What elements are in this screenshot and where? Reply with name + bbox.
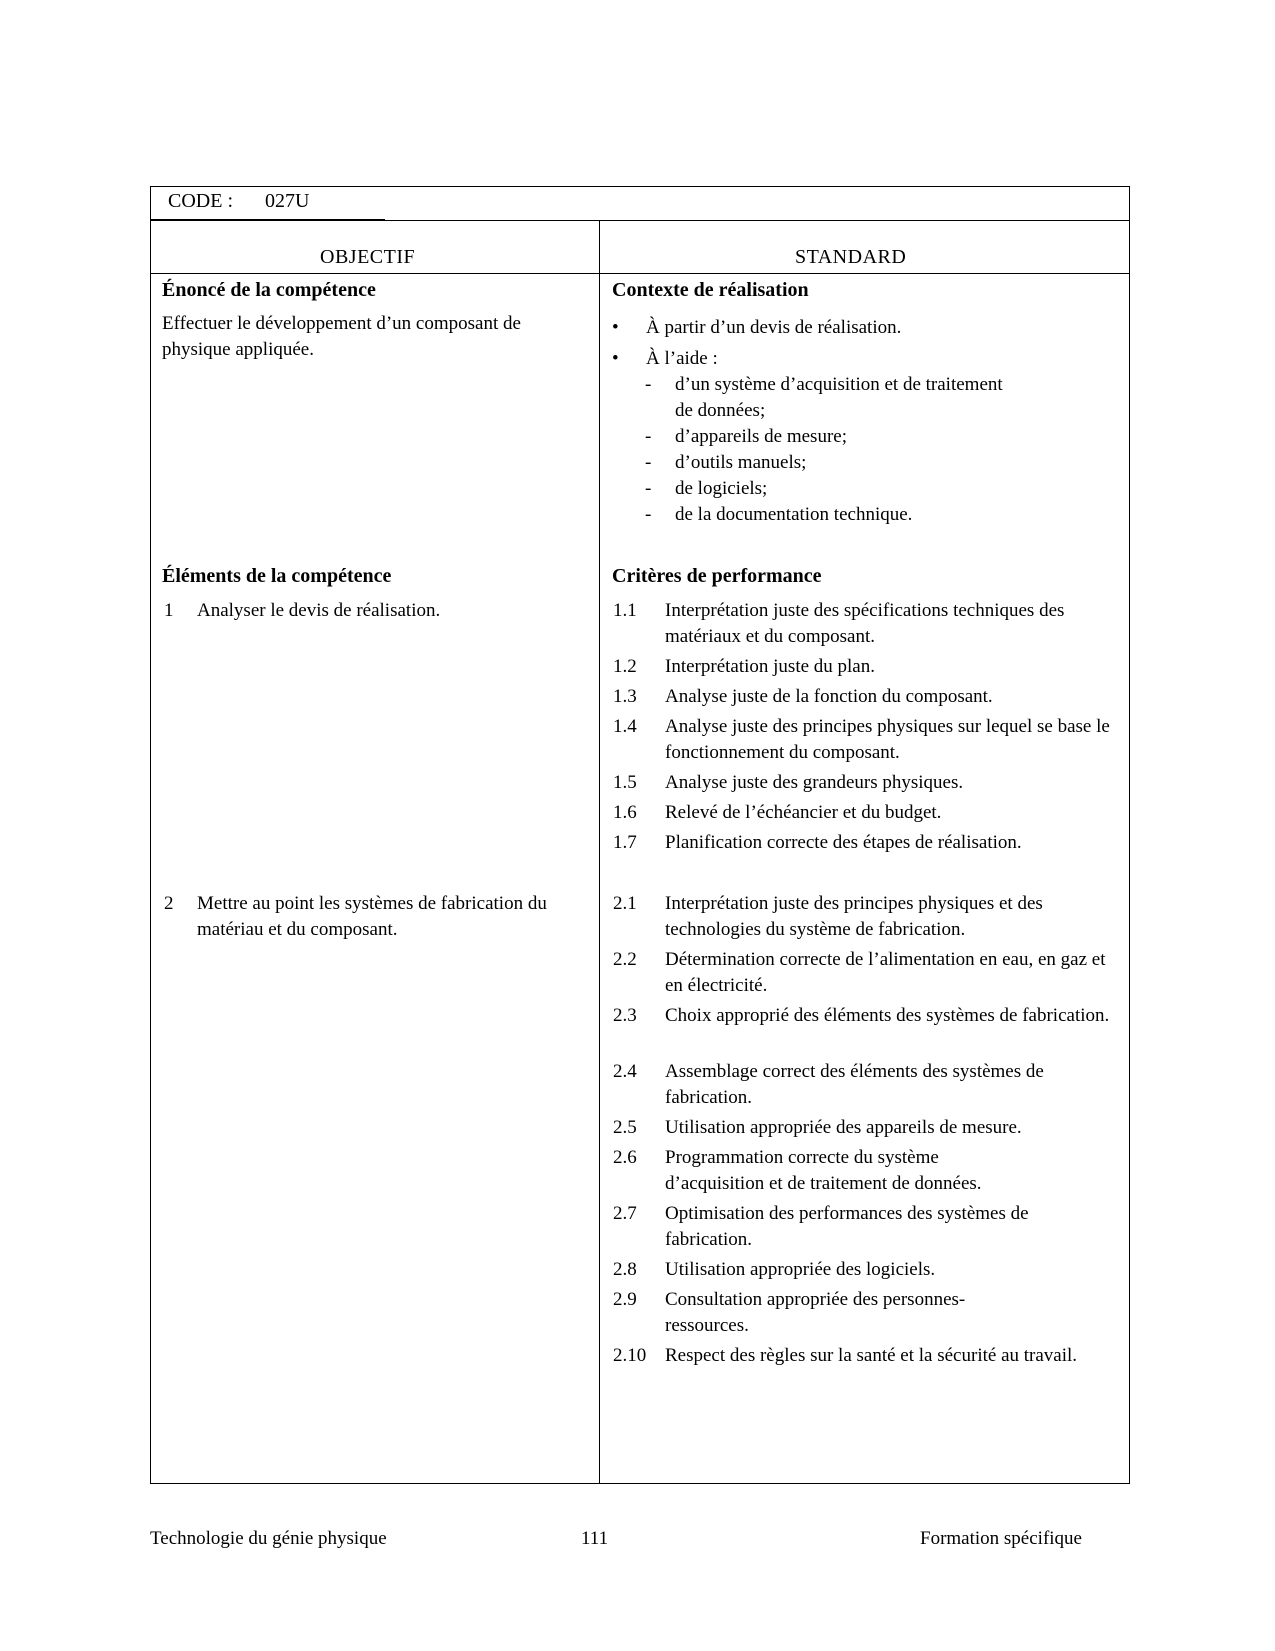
- bullet-mark: •: [612, 348, 619, 369]
- criterion-number: 1.2: [613, 656, 637, 677]
- dash-mark: -: [645, 478, 652, 499]
- element-text: Mettre au point les systèmes de fabrication du matériau et du composant.: [197, 893, 547, 940]
- criterion-text: Optimisation des performances des systèmes de fabrication.: [665, 1203, 1029, 1250]
- code-value: 027U: [265, 190, 310, 212]
- footer-section-name: Formation spécifique: [920, 1528, 1082, 1549]
- criterion-text: Utilisation appropriée des appareils de mesure.: [665, 1117, 1022, 1138]
- element-number: 2: [164, 893, 174, 914]
- criterion-number: 2.9: [613, 1289, 637, 1310]
- criterion-number: 2.2: [613, 949, 637, 970]
- criterion-number: 2.4: [613, 1061, 637, 1082]
- criterion-number: 2.7: [613, 1203, 637, 1224]
- criterion-number: 1.3: [613, 686, 637, 707]
- context-title: Contexte de réalisation: [612, 279, 809, 301]
- elements-title: Éléments de la compétence: [162, 565, 392, 587]
- criterion-text: Assemblage correct des éléments des systèmes de fabrication.: [665, 1061, 1044, 1108]
- criterion-text: Utilisation appropriée des logiciels.: [665, 1259, 936, 1280]
- dash-mark: -: [645, 374, 652, 395]
- criteria-title: Critères de performance: [612, 565, 822, 587]
- code-label: CODE :: [168, 190, 233, 212]
- bullet-mark: •: [612, 317, 619, 338]
- criterion-text: Interprétation juste du plan.: [665, 656, 875, 677]
- criterion-number: 2.6: [613, 1147, 637, 1168]
- code-line: [168, 190, 309, 213]
- element-number: 1: [164, 600, 174, 621]
- statement-text: Effectuer le développement d’un composant de physique appliquée.: [162, 313, 521, 360]
- dash-mark: -: [645, 452, 652, 473]
- criterion-text: Analyse juste des grandeurs physiques.: [665, 772, 964, 793]
- criterion-number: 2.1: [613, 893, 637, 914]
- context-subitem-text: d’un système d’acquisition et de traitement: [675, 374, 1003, 395]
- header-bottom-rule: [150, 273, 1130, 274]
- dash-mark: -: [645, 426, 652, 447]
- context-bullet-text: À partir d’un devis de réalisation.: [646, 317, 902, 338]
- column-divider: [599, 221, 600, 1483]
- criterion-number: 1.6: [613, 802, 637, 823]
- criterion-text: Choix approprié des éléments des systèmes de fabrication.: [665, 1005, 1110, 1026]
- criterion-text: Respect des règles sur la santé et la sécurité au travail.: [665, 1345, 1078, 1366]
- criterion-number: 2.8: [613, 1259, 637, 1280]
- statement-title: Énoncé de la compétence: [162, 279, 376, 301]
- criterion-number: 1.4: [613, 716, 637, 737]
- context-subitem-text: d’appareils de mesure;: [675, 426, 847, 447]
- criterion-text: Planification correcte des étapes de réalisation.: [665, 832, 1022, 853]
- criterion-text: Analyse juste des principes physiques sur lequel se base le fonctionnement du composant.: [665, 716, 1110, 763]
- criterion-number: 2.5: [613, 1117, 637, 1138]
- footer-program-name: Technologie du génie physique: [150, 1528, 387, 1549]
- header-top-rule: [150, 220, 1130, 221]
- element-text: Analyser le devis de réalisation.: [197, 600, 441, 621]
- criterion-text: Analyse juste de la fonction du composant.: [665, 686, 993, 707]
- criterion-text: Interprétation juste des principes physiques et des technologies du système de fabrication.: [665, 893, 1043, 940]
- dash-mark: -: [645, 504, 652, 525]
- criterion-text: Relevé de l’échéancier et du budget.: [665, 802, 942, 823]
- context-bullet-text: À l’aide :: [646, 348, 718, 369]
- criterion-number: 2.3: [613, 1005, 637, 1026]
- context-subitem-text-cont: de données;: [675, 400, 766, 421]
- criterion-number: 1.1: [613, 600, 637, 621]
- column-header-objective: OBJECTIF: [320, 246, 416, 268]
- context-subitem-text: de la documentation technique.: [675, 504, 913, 525]
- criterion-text: Interprétation juste des spécifications techniques des matériaux et du composant.: [665, 600, 1065, 647]
- criterion-text: Consultation appropriée des personnes-ressources.: [665, 1289, 966, 1336]
- column-header-standard: STANDARD: [795, 246, 907, 268]
- criterion-text: Détermination correcte de l’alimentation en eau, en gaz et en électricité.: [665, 949, 1106, 996]
- criterion-number: 1.7: [613, 832, 637, 853]
- criterion-text: Programmation correcte du système d’acquisition et de traitement de données.: [665, 1147, 982, 1194]
- criterion-number: 1.5: [613, 772, 637, 793]
- context-subitem-text: d’outils manuels;: [675, 452, 807, 473]
- footer-page-number: 111: [581, 1528, 609, 1549]
- criterion-number: 2.10: [613, 1345, 647, 1366]
- context-subitem-text: de logiciels;: [675, 478, 768, 499]
